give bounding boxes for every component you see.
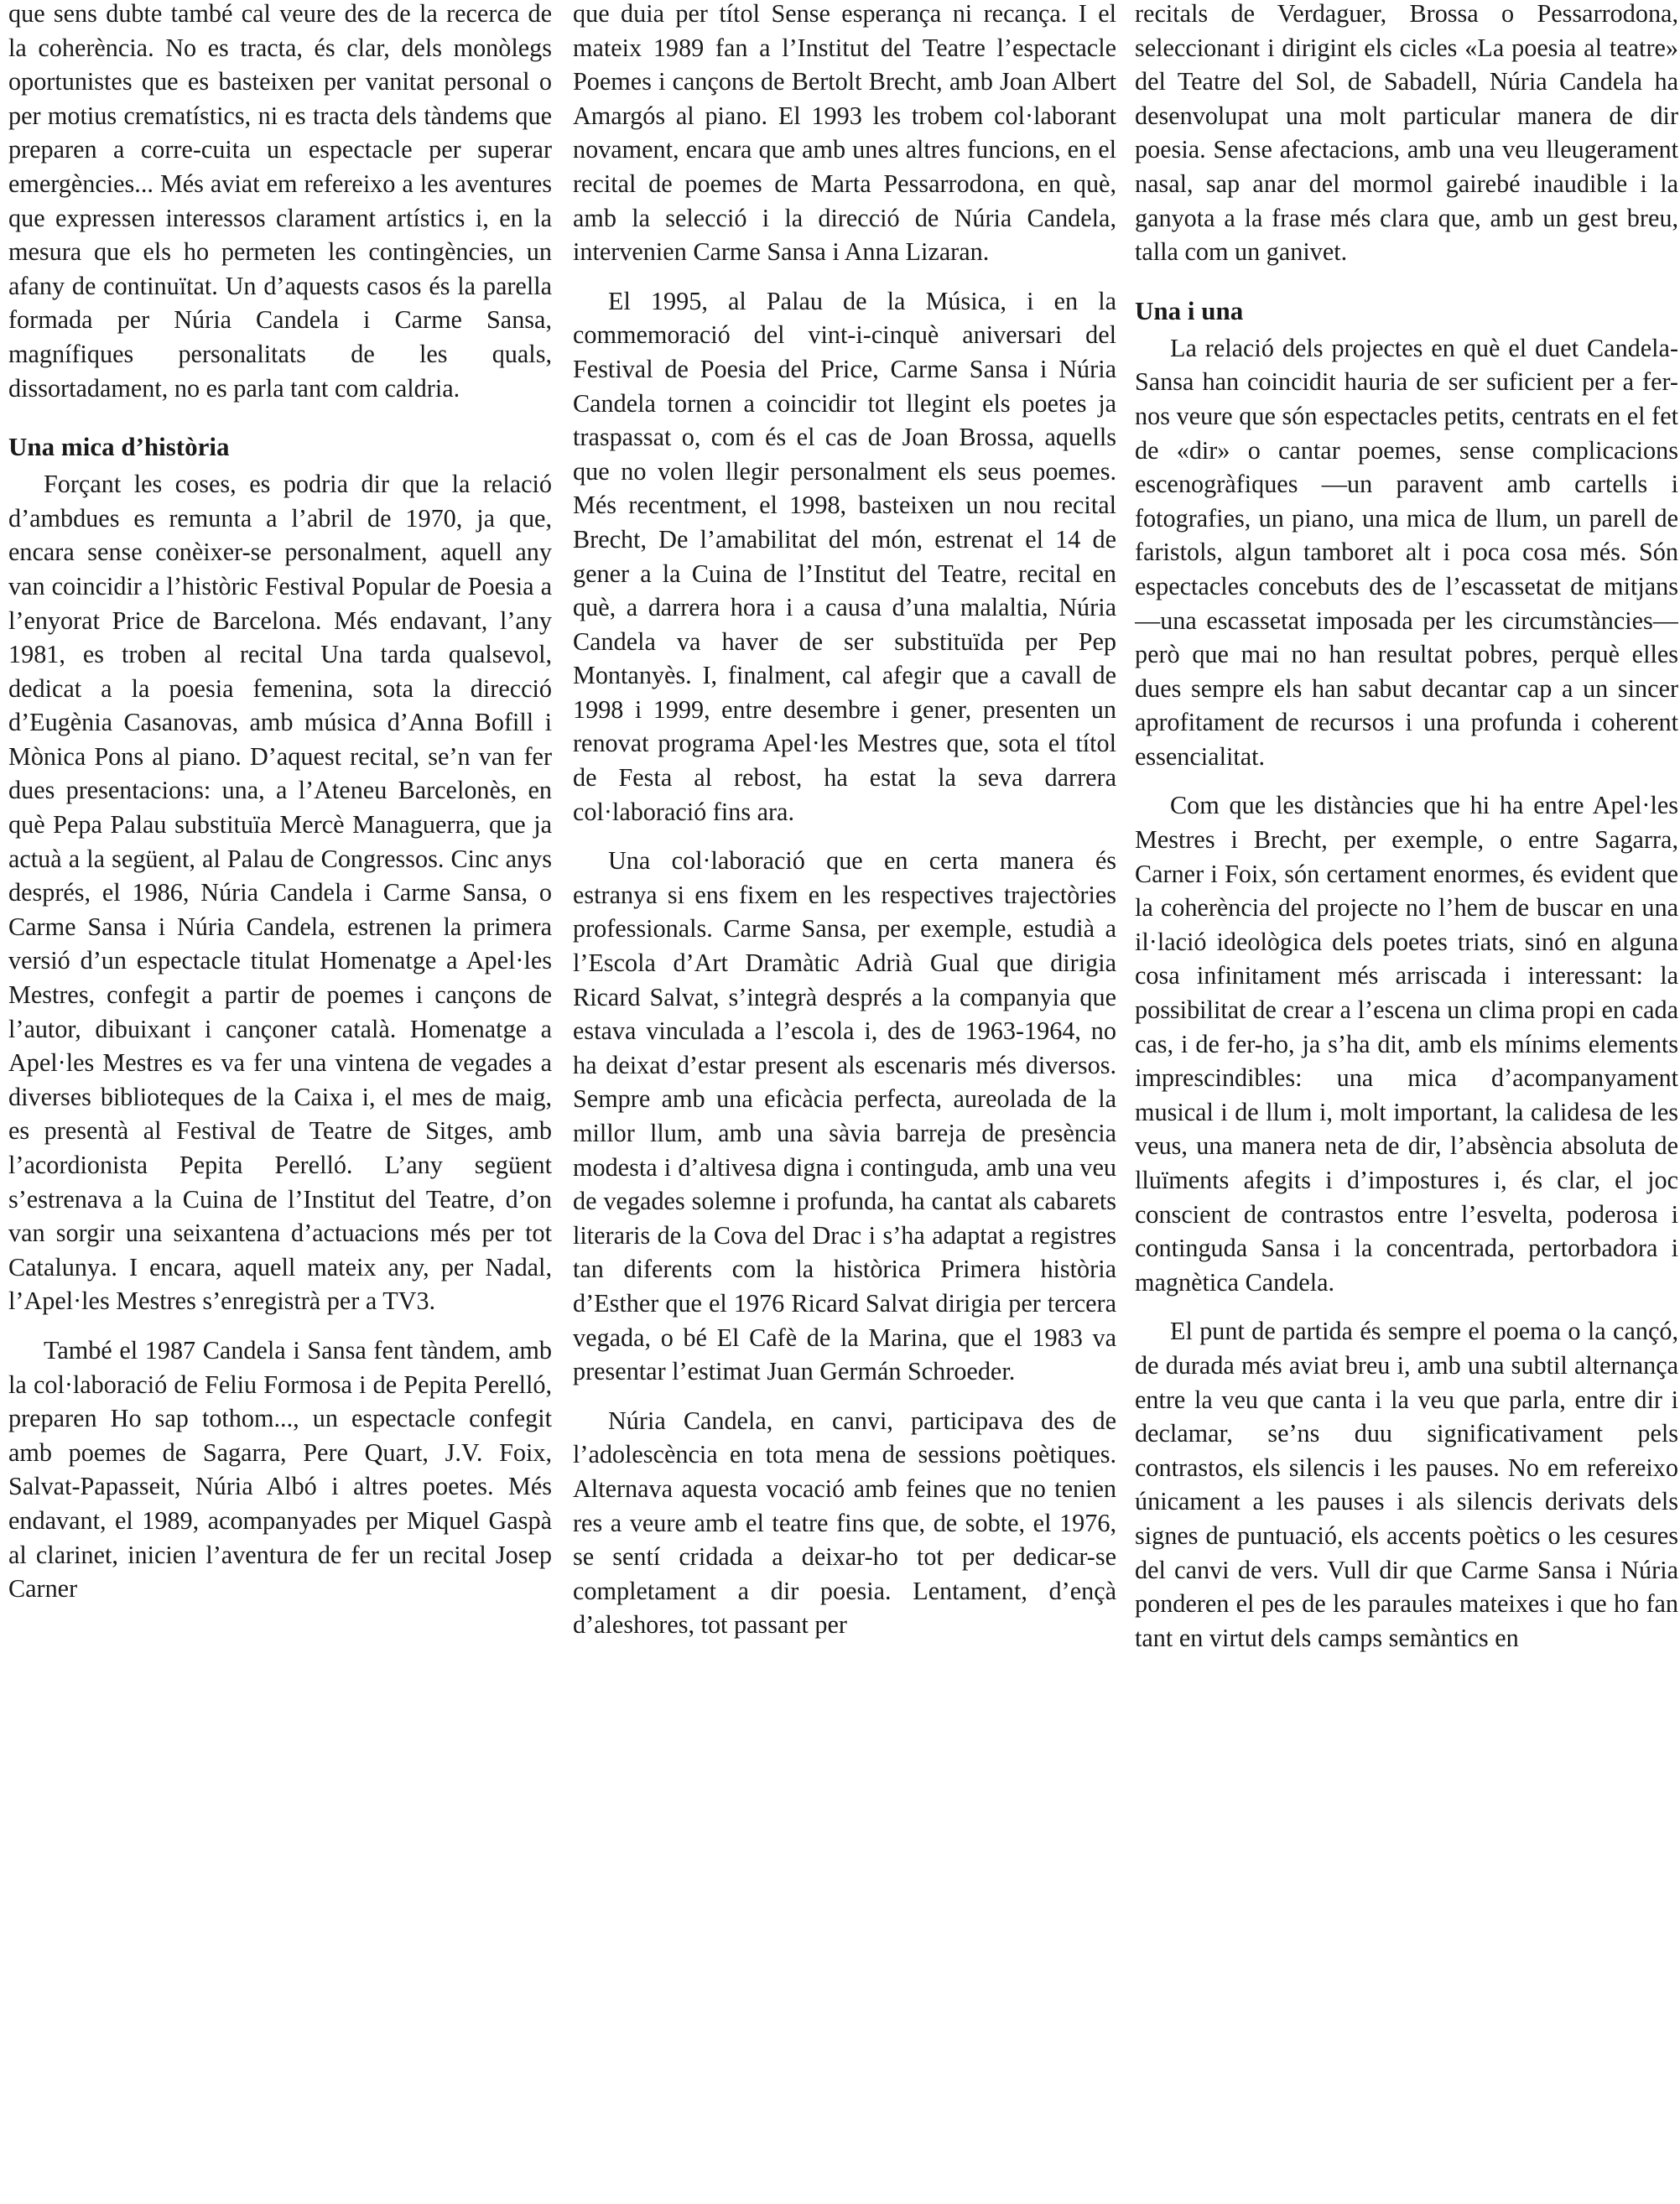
paragraph: El punt de partida és sempre el poema o la cançó, de durada més aviat breu i, amb una subtil alternança entre la veu que canta i la veu que parla, entre dir i declamar, se’ns duu significativament pels contrastos, els silencis i les pauses. No em refereixo únicament a les pauses i als silencis derivats dels signes de puntuació, els accents poètics o les cesures del canvi de vers. Vull dir que Carme Sansa i Núria ponderen el pes de les paraules mateixes i que ho fan tant en virtut dels camps semàntics en xyxy=(1135,1317,1678,1652)
paragraph: recitals de Verdaguer, Brossa o Pessarrodona, seleccionant i dirigint els cicles «La poesia al teatre» del Teatre del Sol, de Sabadell, Núria Candela ha desenvolupat una molt particular manera de dir poesia. Sense afectacions, amb una veu lleugerament nasal, sap anar del mormol gairebé inaudible i la ganyota a la frase més clara que, amb un gest breu, talla com un ganivet. xyxy=(1135,0,1678,267)
paragraph: Una col·laboració que en certa manera és estranya si ens fixem en les respectives trajectòries professionals. Carme Sansa, per exemple, estudià a l’Escola d’Art Dramàtic Adrià Gual que dirigia Ricard Salvat, s’integrà després a la companyia que estava vinculada a l’escola i, des de 1963-1964, no ha deixat d’estar present als escenaris més diversos. Sempre amb una eficàcia perfecta, aureolada de la millor llum, amb una sàvia barreja de presència modesta i d’altivesa digna i continguda, amb una veu de vegades solemne i profunda, ha cantat als cabarets literaris de la Cova del Drac i s’ha adaptat a registres tan diferents com la històrica Primera història d’Esther que el 1976 Ricard Salvat dirigia per tercera vegada, o bé El Cafè de la Marina, que el 1983 va presentar l’estimat Juan Germán Schroeder. xyxy=(573,846,1116,1386)
section-heading: Una mica d’història xyxy=(8,432,230,462)
paragraph: Forçant les coses, es podria dir que la relació d’ambdues es remunta a l’abril de 1970, ja que, encara sense conèixer-se personalment, aquell any van coincidir a l’històric Festival Popular de Poesia a l’enyorat Price de Barcelona. Més endavant, l’any 1981, es troben al recital Una tarda qualsevol, dedicat a la poesia femenina, sota la direcció d’Eugènia Casanovas, amb música d’Anna Bofill i Mònica Pons al piano. D’aquest recital, se’n van fer dues presentacions: una, a l’Ateneu Barcelonès, en què Pepa Palau substituïa Mercè Managuerra, que ja actuà a la següent, al Palau de Congressos. Cinc anys després, el 1986, Núria Candela i Carme Sansa, o Carme Sansa i Núria Candela, estrenen la primera versió d’un espectacle titulat Homenatge a Apel·les Mestres, confegit a partir de poemes i cançons de l’autor, dibuixant i cançoner català. Homenatge a Apel·les Mestres es va fer una vintena de vegades a diverses biblioteques de la Caixa i, el mes de maig, es presentà al Festival de Teatre de Sitges, amb l’acordionista Pepita Perelló. L’any següent s’estrenava a la Cuina de l’Institut del Teatre, d’on van sorgir una seixantena d’actuacions més per tot Catalunya. I encara, aquell mateix any, per Nadal, l’Apel·les Mestres s’enregistrà per a TV3. xyxy=(8,470,552,1316)
text-column-2 xyxy=(573,0,1116,2201)
text-column-3 xyxy=(1135,0,1678,2201)
section-heading: Una i una xyxy=(1135,295,1244,325)
paragraph: que sens dubte també cal veure des de la recerca de la coherència. No es tracta, és clar, dels monòlegs oportunistes que es basteixen per vanitat personal o per motius crematístics, ni es tracta dels tàndems que preparen a corre-cuita un espectacle per superar emergències... Més aviat em refereixo a les aventures que expressen interessos clarament artístics i, en la mesura que els ho permeten les contingències, un afany de continuïtat. Un d’aquests casos és la parella formada per Núria Candela i Carme Sansa, magnífiques personalitats de les quals, dissortadament, no es parla tant com caldria. xyxy=(8,0,552,403)
paragraph: La relació dels projectes en què el duet Candela-Sansa han coincidit hauria de ser suficient per a fer-nos veure que són espectacles petits, centrats en el fet de «dir» o cantar poemes, sense complicacions escenogràfiques —un paravent amb cartells i fotografies, un piano, una mica de llum, un parell de faristols, algun tamboret alt i poca cosa més. Són espectacles concebuts des de l’escassetat de mitjans —una escassetat imposada per les circumstàncies— però que mai no han resultat pobres, perquè elles dues sempre els han sabut decantar cap a un sincer aprofitament de recursos i una profunda i coherent essencialitat. xyxy=(1135,333,1678,771)
paragraph: El 1995, al Palau de la Música, i en la commemoració del vint-i-cinquè aniversari del Festival de Poesia del Price, Carme Sansa i Núria Candela tornen a coincidir tot llegint els poetes ja traspassat o, com és el cas de Joan Brossa, aquells que no volen llegir personalment els seus poemes. Més recentment, el 1998, basteixen un nou recital Brecht, De l’amabilitat del món, estrenat el 14 de gener a la Cuina de l’Institut del Teatre, recital en què, a darrera hora i a causa d’una malaltia, Núria Candela va haver de ser substituïda per Pep Montanyès. I, finalment, cal afegir que a cavall de 1998 i 1999, entre desembre i gener, presenten un renovat programa Apel·les Mestres que, sota el títol de Festa al rebost, ha estat la seva darrera col·laboració fins ara. xyxy=(573,286,1116,826)
paragraph: També el 1987 Candela i Sansa fent tàndem, amb la col·laboració de Feliu Formosa i de Pepita Perelló, preparen Ho sap tothom..., un espectacle confegit amb poemes de Sagarra, Pere Quart, J.V. Foix, Salvat-Papasseit, Núria Albó i altres poetes. Més endavant, el 1989, acompanyades per Miquel Gaspà al clarinet, inicien l’aventura de fer un recital Josep Carner xyxy=(8,1335,552,1604)
paragraph: que duia per títol Sense esperança ni recança. I el mateix 1989 fan a l’Institut del Teatre l’espectacle Poemes i cançons de Bertolt Brecht, amb Joan Albert Amargós al piano. El 1993 les trobem col·laborant novament, encara que amb unes altres funcions, en el recital de poemes de Marta Pessarrodona, en què, amb la selecció i la direcció de Núria Candela, intervenien Carme Sansa i Anna Lizaran. xyxy=(573,0,1116,267)
paragraph: Núria Candela, en canvi, participava des de l’adolescència en tota mena de sessions poètiques. Alternava aquesta vocació amb feines que no tenien res a veure amb el teatre fins que, de sobte, el 1976, se sentí cridada a deixar-ho tot per dedicar-se completament a dir poesia. Lentament, d’ençà d’aleshores, tot passant per xyxy=(573,1406,1116,1640)
text-column-1 xyxy=(8,0,552,2201)
paragraph: Com que les distàncies que hi ha entre Apel·les Mestres i Brecht, per exemple, o entre Sagarra, Carner i Foix, són certament enormes, és evident que la coherència del projecte no l’hem de buscar en una il·lació ideològica dels poetes triats, sinó en alguna cosa infinitament més arriscada i interessant: la possibilitat de crear a l’escena un clima propi en cada cas, i de fer-ho, ja s’ha dit, amb els mínims elements imprescindibles: una mica d’acompanyament musical i de llum i, molt important, la calidesa de les veus, una manera neta de dir, l’absència absoluta de lluïments afegits i d’impostures i, és clar, el joc conscient de contrastos entre l’esvelta, poderosa i continguda Sansa i la concentrada, pertorbadora i magnètica Candela. xyxy=(1135,791,1678,1297)
